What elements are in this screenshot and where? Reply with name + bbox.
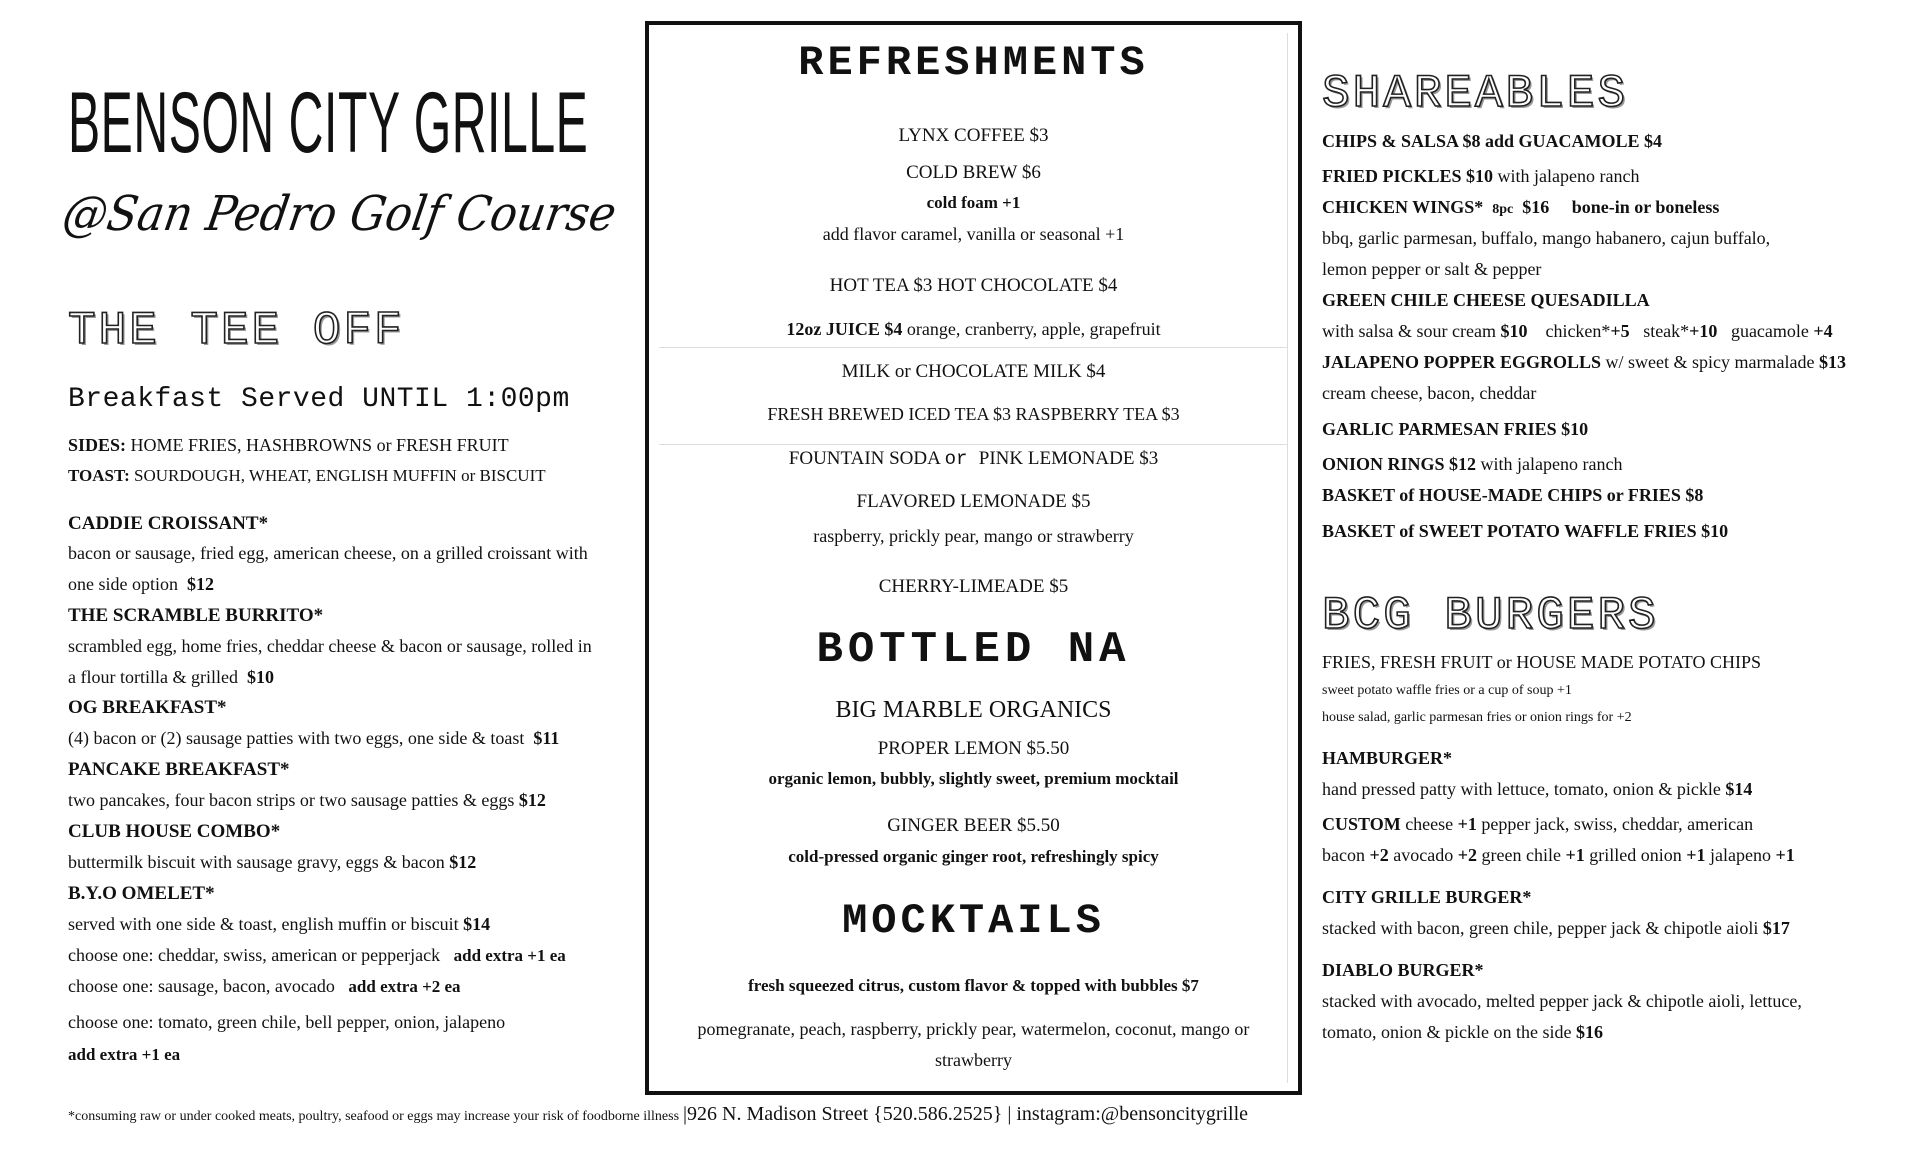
sides-text: HOME FRIES, HASHBROWNS or FRESH FRUIT [130, 435, 509, 455]
drink-addon: add flavor caramel, vanilla or seasonal +1 [822, 224, 1125, 244]
menu-item-desc: stacked with avocado, melted pepper jack & chipotle aioli, lettuce, [1322, 991, 1802, 1011]
menu-item-desc: (4) bacon or (2) sausage patties with two eggs, one side & toast $11 [68, 728, 560, 748]
menu-item-name: THE SCRAMBLE BURRITO* [68, 605, 324, 626]
menu-item-desc: with salsa & sour cream $10 chicken*+5 steak*+10 guacamole +4 [1322, 321, 1833, 341]
burger-upgrade: house salad, garlic parmesan fries or onion rings for +2 [1322, 710, 1632, 725]
menu-item-name: CADDIE CROISSANT* [68, 513, 269, 534]
restaurant-location: @San Pedro Golf Course [58, 186, 621, 242]
menu-item-desc: two pancakes, four bacon strips or two sausage patties & eggs $12 [68, 790, 546, 810]
menu-item-name: CITY GRILLE BURGER* [1322, 887, 1532, 907]
custom-options: bacon +2 avocado +2 green chile +1 grilled onion +1 jalapeno +1 [1322, 845, 1795, 865]
menu-item-desc: one side option $12 [68, 574, 214, 594]
menu-item-price: $11 [533, 728, 560, 748]
menu-item-name: B.Y.O OMELET* [68, 883, 215, 904]
drink-desc: organic lemon, bubbly, slightly sweet, premium mocktail [768, 769, 1179, 788]
menu-item-desc: lemon pepper or salt & pepper [1322, 259, 1542, 279]
divider [659, 347, 1288, 348]
menu-item-price: $12 [518, 790, 546, 810]
burger-upgrade: sweet potato waffle fries or a cup of soup +1 [1322, 683, 1572, 698]
menu-item-desc: scrambled egg, home fries, cheddar cheese & bacon or sausage, rolled in [68, 636, 592, 656]
menu-item-price: $10 [246, 667, 274, 687]
menu-item-desc: cream cheese, bacon, cheddar [1322, 383, 1537, 403]
menu-item-name: BASKET of SWEET POTATO WAFFLE FRIES $10 [1322, 521, 1729, 541]
menu-item-name: GREEN CHILE CHEESE QUESADILLA [1322, 290, 1650, 310]
breakfast-hours: Breakfast Served UNTIL 1:00pm [68, 384, 570, 415]
menu-item-desc: a flour tortilla & grilled $10 [68, 667, 274, 687]
divider [659, 444, 1288, 445]
omelet-option: choose one: tomato, green chile, bell pepper, onion, jalapeno [68, 1012, 506, 1032]
shareables-heading: SHAREABLES [1322, 68, 1629, 120]
menu-item-desc: buttermilk biscuit with sausage gravy, eggs & bacon $12 [68, 852, 477, 872]
tee-off-heading: THE TEE OFF [68, 305, 405, 357]
menu-item-name: DIABLO BURGER* [1322, 960, 1484, 980]
menu-item-name: CHIPS & SALSA $8 add GUACAMOLE $4 [1322, 131, 1663, 151]
toast-label: TOAST: [68, 466, 130, 485]
burgers-heading: BCG BURGERS [1322, 590, 1659, 642]
drink-line: MILK or CHOCOLATE MILK $4 [841, 361, 1106, 382]
menu-item-price: $12 [449, 852, 477, 872]
menu-item-name: BASKET of HOUSE-MADE CHIPS or FRIES $8 [1322, 485, 1704, 505]
drink-line: LYNX COFFEE $3 [898, 125, 1049, 146]
drink-line: COLD BREW $6 [906, 162, 1041, 183]
menu-item-desc: tomato, onion & pickle on the side $16 [1322, 1022, 1603, 1042]
menu-item-name: PANCAKE BREAKFAST* [68, 759, 290, 780]
drink-desc: raspberry, prickly pear, mango or strawberry [813, 526, 1134, 546]
menu-item: FRIED PICKLES $10 with jalapeno ranch [1322, 166, 1640, 186]
custom-options: CUSTOM cheese +1 pepper jack, swiss, cheddar, american [1322, 814, 1754, 834]
menu-item-name: CHICKEN WINGS* 8pc $16 bone-in or boneless [1322, 197, 1720, 217]
omelet-option: choose one: cheddar, swiss, american or pepperjack add extra +1 ea [68, 945, 566, 965]
menu-item-name: GARLIC PARMESAN FRIES $10 [1322, 419, 1589, 439]
mocktails-heading: MOCKTAILS [842, 897, 1105, 945]
menu-item-desc: hand pressed patty with lettuce, tomato, onion & pickle $14 [1322, 779, 1753, 799]
menu-item-desc: bbq, garlic parmesan, buffalo, mango habanero, cajun buffalo, [1322, 228, 1771, 248]
menu-item-desc: bacon or sausage, fried egg, american cheese, on a grilled croissant with [68, 543, 588, 563]
restaurant-name: BENSON CITY GRILLE [68, 75, 589, 171]
burger-sides: FRIES, FRESH FRUIT or HOUSE MADE POTATO CHIPS [1322, 652, 1761, 672]
drink-addon: cold foam +1 [926, 193, 1021, 212]
menu-item-name: CLUB HOUSE COMBO* [68, 821, 281, 842]
toast-line [68, 466, 546, 486]
sides-line [68, 435, 509, 456]
toast-text: SOURDOUGH, WHEAT, ENGLISH MUFFIN or BISCUIT [133, 466, 546, 485]
bottled-heading: BOTTLED NA [816, 625, 1131, 675]
drink-line: FOUNTAIN SODA or PINK LEMONADE $3 [788, 448, 1159, 470]
drink-line: 12oz JUICE $4 orange, cranberry, apple, grapefruit [786, 319, 1161, 339]
contact-info: |926 N. Madison Street {520.586.2525} | instagram:@bensoncitygrille [683, 1103, 1249, 1125]
drink-line: HOT TEA $3 HOT CHOCOLATE $4 [829, 275, 1118, 296]
refreshments-heading: REFRESHMENTS [798, 39, 1149, 87]
bottled-brand: BIG MARBLE ORGANICS [835, 697, 1112, 723]
mocktail-flavors: pomegranate, peach, raspberry, prickly pear, watermelon, coconut, mango or [697, 1019, 1250, 1039]
menu-item-price: $12 [187, 574, 214, 594]
drink-line: FRESH BREWED ICED TEA $3 RASPBERRY TEA $3 [767, 404, 1180, 424]
mocktail-flavors: strawberry [935, 1050, 1012, 1070]
menu-item-desc: stacked with bacon, green chile, pepper jack & chipotle aioli $17 [1322, 918, 1790, 938]
menu-item: JALAPENO POPPER EGGROLLS w/ sweet & spicy marmalade $13 [1322, 352, 1846, 372]
menu-item-name: HAMBURGER* [1322, 748, 1452, 768]
health-disclaimer: *consuming raw or under cooked meats, poultry, seafood or eggs may increase your risk of foodborne illness [68, 1109, 680, 1124]
drink-line: GINGER BEER $5.50 [887, 815, 1060, 836]
sides-label: SIDES: [68, 435, 127, 455]
drink-line: PROPER LEMON $5.50 [877, 738, 1070, 759]
drink-line: FLAVORED LEMONADE $5 [856, 491, 1091, 512]
omelet-option: choose one: sausage, bacon, avocado add extra +2 ea [68, 976, 461, 996]
menu-item-desc: served with one side & toast, english muffin or biscuit $14 [68, 914, 491, 934]
mocktail-desc: fresh squeezed citrus, custom flavor & topped with bubbles $7 [748, 976, 1199, 995]
omelet-extra: add extra +1 ea [68, 1045, 181, 1064]
menu-item: ONION RINGS $12 with jalapeno ranch [1322, 454, 1623, 474]
footer [68, 1103, 1248, 1126]
drinks-box [645, 21, 1302, 1095]
menu-item-name: OG BREAKFAST* [68, 697, 227, 718]
drink-line: CHERRY-LIMEADE $5 [878, 576, 1069, 597]
drink-desc: cold-pressed organic ginger root, refreshingly spicy [788, 847, 1159, 866]
menu-item-price: $14 [463, 914, 491, 934]
